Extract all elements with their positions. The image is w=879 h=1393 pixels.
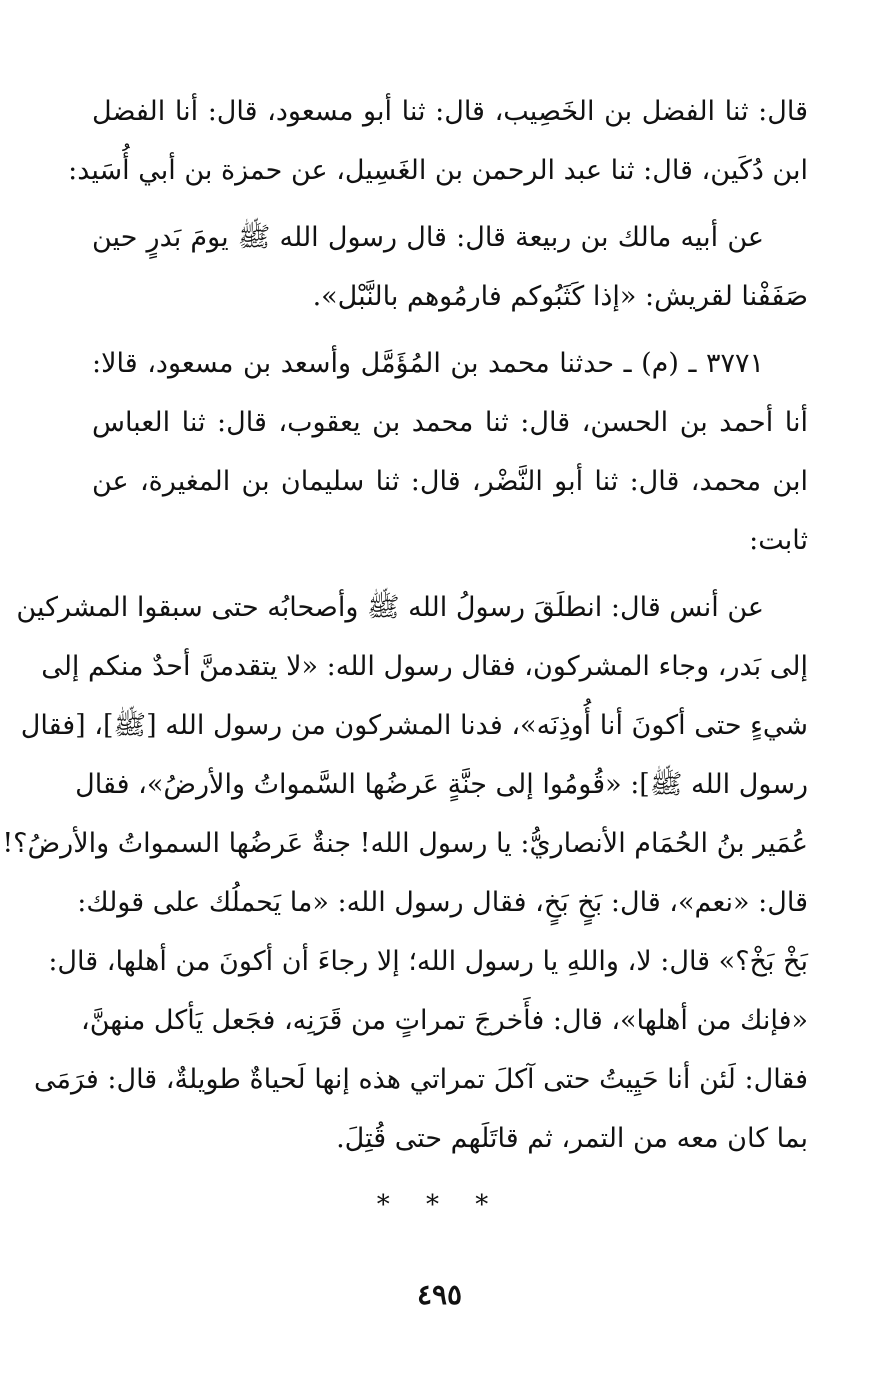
text-line: قال: «نعم»، قال: بَخٍ بَخٍ، فقال رسول الله: «ما يَحملُك على قولك:	[77, 887, 808, 918]
text-line: ابن دُكَين، قال: ثنا عبد الرحمن بن الغَسِيل، عن حمزة بن أبي أُسَيد:	[68, 155, 808, 186]
text-line: أنا أحمد بن الحسن، قال: ثنا محمد بن يعقوب، قال: ثنا العباس	[92, 407, 808, 438]
section-separator: * * *	[376, 1190, 503, 1220]
text-line: شيءٍ حتى أكونَ أنا أُوذِنَه»، فدنا المشركون من رسول الله [ﷺ]، [فقال	[20, 710, 808, 741]
text-line: ابن محمد، قال: ثنا أبو النَّضْر، قال: ثنا سليمان بن المغيرة، عن	[92, 466, 808, 497]
text-line: إلى بَدر، وجاء المشركون، فقال رسول الله: «لا يتقدمنَّ أحدٌ منكم إلى	[41, 651, 808, 682]
paragraph-hadith-badr	[92, 222, 808, 340]
text-line: «فإنك من أهلها»، قال: فأَخرجَ تمراتٍ من قَرَنِه، فجَعل يَأكل منهنَّ،	[81, 1005, 808, 1036]
body-text	[2, 96, 808, 1182]
text-line: فقال: لَئن أنا حَيِيتُ حتى آكلَ تمراتي هذه إنها لَحياةٌ طويلةٌ، قال: فرَمَى	[34, 1064, 808, 1095]
page-number: ٤٩٥	[416, 1278, 463, 1311]
text-line: عُمَير بنُ الحُمَام الأنصاريُّ: يا رسول الله! جنةٌ عَرضُها السمواتُ والأرضُ؟!	[2, 828, 808, 859]
paragraph-hadith-3771-isnad	[92, 348, 808, 584]
text-line: بَخْ بَخْ؟» قال: لا، واللهِ يا رسول الله؛ إلا رجاءَ أن أكونَ من أهلها، قال:	[48, 946, 808, 977]
text-line: عن أبيه مالك بن ربيعة قال: قال رسول الله ﷺ يومَ بَدرٍ حين	[92, 222, 764, 253]
text-line: بما كان معه من التمر، ثم قاتَلَهم حتى قُتِلَ.	[336, 1123, 808, 1154]
text-line: رسول الله ﷺ]: «قُومُوا إلى جنَّةٍ عَرضُها السَّمواتُ والأرضُ»، فقال	[75, 769, 808, 800]
paragraph-isnad-continuation	[68, 96, 808, 214]
text-line: عن أنس قال: انطلَقَ رسولُ الله ﷺ وأصحابُه حتى سبقوا المشركين	[16, 592, 764, 623]
text-line: ٣٧٧١ ـ (م) ـ حدثنا محمد بن المُؤَمَّل وأسعد بن مسعود، قالا:	[92, 348, 764, 379]
paragraph-hadith-anas	[2, 592, 808, 1182]
text-line: قال: ثنا الفضل بن الخَصِيب، قال: ثنا أبو مسعود، قال: أنا الفضل	[92, 96, 808, 127]
text-line: ثابت:	[749, 525, 808, 556]
text-line: صَفَفْنا لقريش: «إذا كَثَبُوكم فارمُوهم بالنَّبْل».	[312, 281, 808, 312]
